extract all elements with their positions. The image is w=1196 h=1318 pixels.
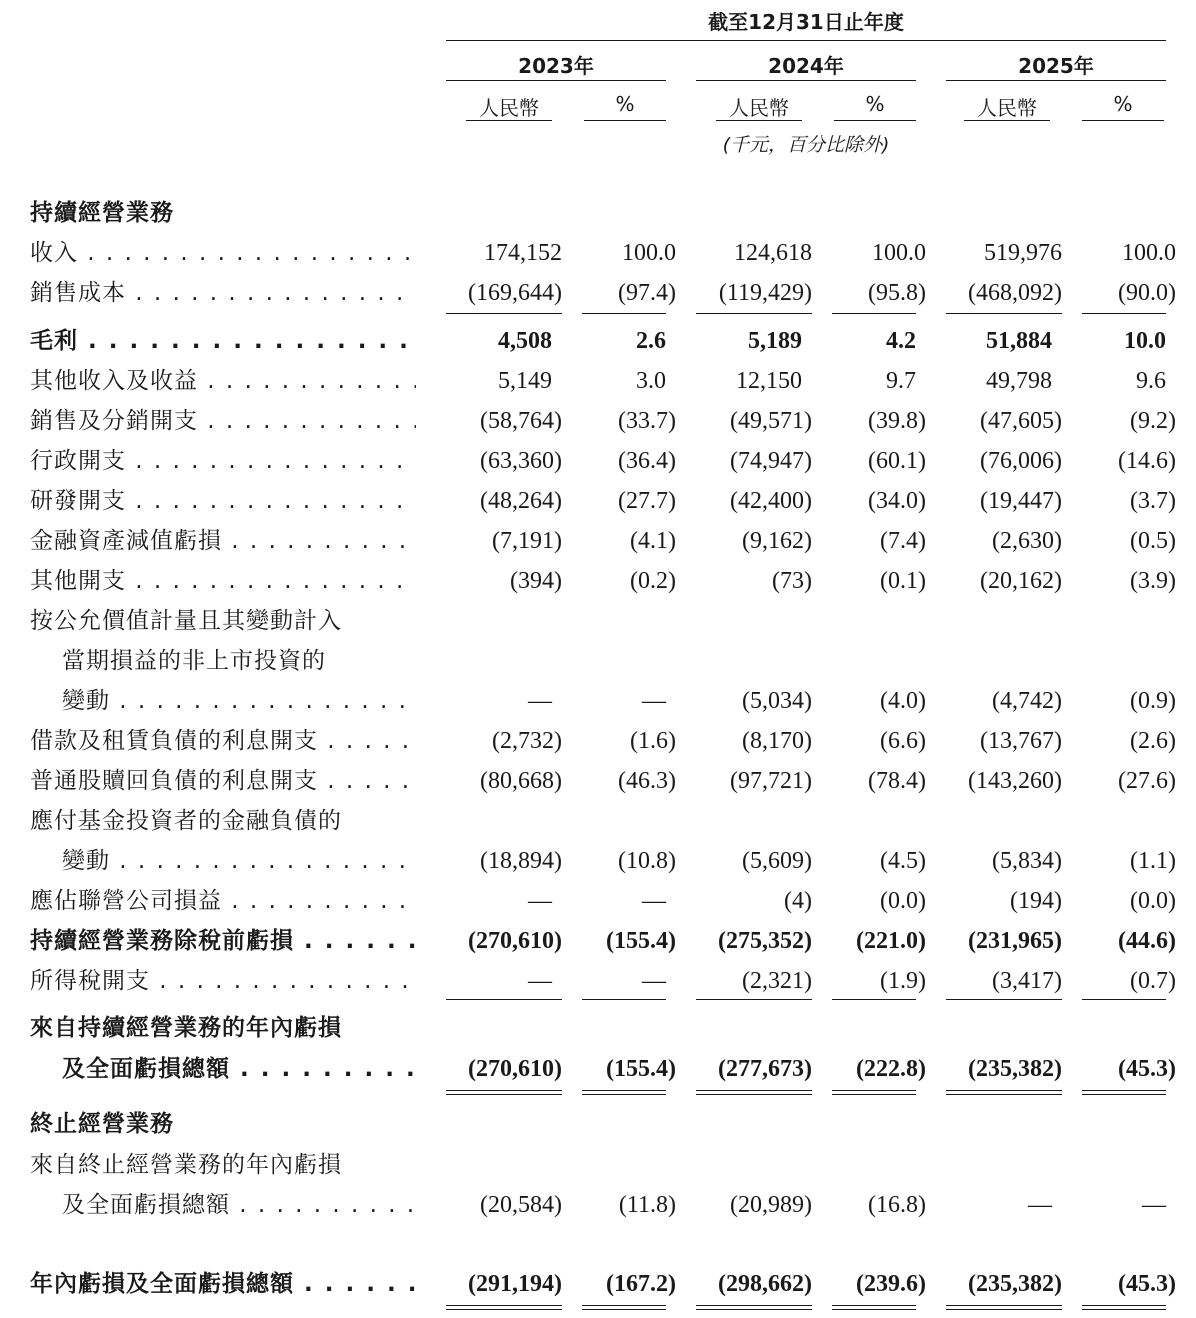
total-double-rule (1082, 1305, 1166, 1310)
value-2023-rmb: (394) (510, 568, 562, 594)
value-2024-pct: (39.8) (868, 408, 926, 434)
total-double-rule (446, 1305, 562, 1310)
subtotal-rule (946, 999, 1062, 1000)
table-row (0, 481, 1196, 521)
value-2023-pct: (155.4) (606, 1056, 676, 1082)
total-double-rule (1082, 1090, 1166, 1095)
period-header: 截至12月31日止年度 (708, 10, 904, 34)
value-2025-rmb: (143,260) (968, 768, 1062, 794)
value-2025-rmb: (47,605) (980, 408, 1062, 434)
value-2023-rmb: (63,360) (480, 448, 562, 474)
value-2025-rmb: (4,742) (992, 688, 1062, 714)
value-2023-pct: (155.4) (606, 928, 676, 954)
subtotal-rule (832, 313, 916, 314)
value-2025-rmb: (13,767) (980, 728, 1062, 754)
value-2025-pct: (45.3) (1118, 1271, 1176, 1297)
row-label: 及全面虧損總額 . . . (62, 1049, 416, 1089)
value-2023-pct: (36.4) (618, 448, 676, 474)
value-2023-rmb: (48,264) (480, 488, 562, 514)
value-2025-rmb: (235,382) (968, 1271, 1062, 1297)
table-row (0, 401, 1196, 441)
total-double-rule (832, 1090, 916, 1095)
value-2024-rmb: (8,170) (742, 728, 812, 754)
table-row-label-line (0, 641, 1196, 681)
value-2023-rmb: (20,584) (480, 1192, 562, 1218)
value-2024-rmb: (298,662) (718, 1271, 812, 1297)
value-2025-rmb: 49,798 (986, 368, 1052, 394)
year-rule (946, 80, 1166, 81)
value-2025-pct: (9.2) (1130, 408, 1176, 434)
value-2025-pct: (45.3) (1118, 1056, 1176, 1082)
header-rule (446, 40, 1166, 41)
value-2024-rmb: 5,189 (748, 328, 802, 354)
table-row-label-line (0, 801, 1196, 841)
table-row-label-line (0, 1008, 1196, 1048)
value-2023-rmb: (58,764) (480, 408, 562, 434)
value-2025-rmb: 519,976 (984, 240, 1062, 266)
row-label: 來自持續經營業務的年內虧損 (30, 1015, 342, 1041)
value-2024-rmb: (4) (784, 888, 812, 914)
value-2024-pct: (1.9) (880, 968, 926, 994)
value-2025-pct: (0.0) (1130, 888, 1176, 914)
value-2023-pct: (0.2) (630, 568, 676, 594)
value-2025-rmb: (76,006) (980, 448, 1062, 474)
percent-header: % (615, 92, 635, 116)
currency-header: 人民幣 (977, 96, 1037, 120)
year-rule (696, 80, 916, 81)
value-2024-pct: (239.6) (856, 1271, 926, 1297)
row-label: 其他收入及收益 . . . (30, 361, 416, 401)
value-2023-rmb: — (528, 888, 552, 914)
table-row (0, 681, 1196, 721)
row-label: 借款及租賃負債的利息開支 . . . (30, 721, 416, 761)
subtotal-rule (696, 999, 812, 1000)
percent-header: % (865, 92, 885, 116)
table-row (0, 841, 1196, 881)
value-2024-rmb: (42,400) (730, 488, 812, 514)
value-2025-rmb: (231,965) (968, 928, 1062, 954)
table-row (0, 721, 1196, 761)
table-row-total (0, 1264, 1196, 1304)
row-label: 當期損益的非上市投資的 (62, 648, 326, 674)
value-2023-pct: (11.8) (618, 1192, 676, 1218)
total-double-rule (946, 1090, 1062, 1095)
value-2023-rmb: (169,644) (468, 280, 562, 306)
value-2024-pct: (0.0) (880, 888, 926, 914)
row-label: 銷售及分銷開支 . . . (30, 401, 416, 441)
value-2025-pct: (2.6) (1130, 728, 1176, 754)
value-2024-rmb: (20,989) (730, 1192, 812, 1218)
currency-header: 人民幣 (479, 96, 539, 120)
value-2024-pct: (95.8) (868, 280, 926, 306)
value-2023-rmb: (18,894) (480, 848, 562, 874)
value-2023-rmb: 4,508 (498, 328, 552, 354)
value-2023-pct: (97.4) (618, 280, 676, 306)
value-2024-pct: (60.1) (868, 448, 926, 474)
value-2023-pct: — (642, 688, 666, 714)
sub-rule (1082, 120, 1164, 121)
value-2025-rmb: (5,834) (992, 848, 1062, 874)
row-label: 金融資產減值虧損 . . . (30, 521, 416, 561)
value-2024-rmb: (9,162) (742, 528, 812, 554)
value-2024-pct: (6.6) (880, 728, 926, 754)
value-2024-pct: (7.4) (880, 528, 926, 554)
subtotal-rule (446, 999, 562, 1000)
value-2024-pct: (222.8) (856, 1056, 926, 1082)
subtotal-rule (946, 313, 1062, 314)
value-2024-rmb: (2,321) (742, 968, 812, 994)
row-label: 銷售成本 . . . (30, 273, 416, 313)
value-2024-rmb: (275,352) (718, 928, 812, 954)
total-double-rule (446, 1090, 562, 1095)
value-2024-rmb: (97,721) (730, 768, 812, 794)
value-2025-pct: (3.7) (1130, 488, 1176, 514)
table-row-label-line (0, 601, 1196, 641)
value-2025-rmb: (468,092) (968, 280, 1062, 306)
value-2025-rmb: (2,630) (992, 528, 1062, 554)
sub-rule (834, 120, 916, 121)
value-2024-pct: 9.7 (886, 368, 916, 394)
value-2025-rmb: (3,417) (992, 968, 1062, 994)
value-2023-pct: (33.7) (618, 408, 676, 434)
value-2025-pct: (27.6) (1118, 768, 1176, 794)
value-2025-pct: — (1142, 1192, 1166, 1218)
table-row (0, 881, 1196, 921)
value-2024-pct: 4.2 (886, 328, 916, 354)
value-2023-pct: 100.0 (622, 240, 676, 266)
row-label: 行政開支 . . . (30, 441, 416, 481)
table-row (0, 961, 1196, 1001)
row-label: 毛利 . . . (30, 321, 416, 361)
value-2024-pct: 100.0 (872, 240, 926, 266)
value-2023-pct: (4.1) (630, 528, 676, 554)
value-2025-pct: (3.9) (1130, 568, 1176, 594)
value-2025-rmb: 51,884 (986, 328, 1052, 354)
value-2024-pct: (16.8) (868, 1192, 926, 1218)
row-label: 來自終止經營業務的年內虧損 (30, 1152, 342, 1178)
value-2025-pct: (0.9) (1130, 688, 1176, 714)
value-2024-pct: (78.4) (868, 768, 926, 794)
table-row (0, 1049, 1196, 1089)
value-2024-rmb: (74,947) (730, 448, 812, 474)
currency-header: 人民幣 (729, 96, 789, 120)
unit-note: (千元，百分比除外) (722, 134, 890, 156)
subtotal-rule (1082, 999, 1166, 1000)
value-2024-rmb: (5,609) (742, 848, 812, 874)
subtotal-rule (446, 313, 562, 314)
value-2023-pct: — (642, 888, 666, 914)
subtotal-rule (582, 313, 666, 314)
row-label: 變動 . . . (62, 681, 416, 721)
value-2024-rmb: (277,673) (718, 1056, 812, 1082)
row-label: 普通股贖回負債的利息開支 . . . (30, 761, 416, 801)
value-2023-rmb: (80,668) (480, 768, 562, 794)
total-double-rule (696, 1305, 812, 1310)
value-2023-rmb: (291,194) (468, 1271, 562, 1297)
value-2024-pct: (221.0) (856, 928, 926, 954)
total-double-rule (582, 1305, 666, 1310)
row-label: 收入 . . . (30, 233, 416, 273)
table-row (0, 761, 1196, 801)
sub-rule (964, 120, 1050, 121)
total-double-rule (582, 1090, 666, 1095)
table-row-label-line (0, 1145, 1196, 1185)
value-2025-pct: 10.0 (1124, 328, 1166, 354)
row-label: 其他開支 . . . (30, 561, 416, 601)
year-header-2023: 2023年 (518, 54, 594, 78)
value-2025-pct: (1.1) (1130, 848, 1176, 874)
row-label: 應佔聯營公司損益 . . . (30, 881, 416, 921)
total-double-rule (696, 1090, 812, 1095)
value-2025-pct: (0.7) (1130, 968, 1176, 994)
table-row (0, 441, 1196, 481)
year-header-2024: 2024年 (768, 54, 844, 78)
sub-rule (584, 120, 666, 121)
row-label: 研發開支 . . . (30, 481, 416, 521)
value-2023-rmb: — (528, 968, 552, 994)
value-2025-pct: 100.0 (1122, 240, 1176, 266)
subtotal-rule (832, 999, 916, 1000)
value-2025-rmb: (19,447) (980, 488, 1062, 514)
value-2025-rmb: (235,382) (968, 1056, 1062, 1082)
value-2023-pct: — (642, 968, 666, 994)
row-label: 年內虧損及全面虧損總額 . . . (30, 1264, 416, 1304)
value-2025-pct: 9.6 (1136, 368, 1166, 394)
value-2024-rmb: 124,618 (734, 240, 812, 266)
value-2024-pct: (0.1) (880, 568, 926, 594)
row-label: 及全面虧損總額 . . . (62, 1185, 416, 1225)
value-2025-rmb: — (1028, 1192, 1052, 1218)
value-2025-pct: (44.6) (1118, 928, 1176, 954)
value-2023-pct: (27.7) (618, 488, 676, 514)
table-row (0, 233, 1196, 273)
section-heading (0, 1104, 1196, 1144)
year-rule (446, 80, 666, 81)
value-2023-pct: (1.6) (630, 728, 676, 754)
value-2023-pct: (10.8) (618, 848, 676, 874)
table-row (0, 1185, 1196, 1225)
table-row (0, 321, 1196, 361)
sub-rule (466, 120, 552, 121)
subtotal-rule (696, 313, 812, 314)
value-2025-rmb: (194) (1010, 888, 1062, 914)
section-title: 終止經營業務 (30, 1111, 174, 1137)
section-heading (0, 193, 1196, 233)
subtotal-rule (582, 999, 666, 1000)
value-2023-pct: (46.3) (618, 768, 676, 794)
row-label: 持續經營業務除稅前虧損 . . . (30, 921, 416, 961)
total-double-rule (946, 1305, 1062, 1310)
section-title: 持續經營業務 (30, 200, 174, 226)
value-2024-pct: (4.5) (880, 848, 926, 874)
value-2023-rmb: 174,152 (484, 240, 562, 266)
value-2023-pct: 3.0 (636, 368, 666, 394)
value-2023-rmb: (7,191) (492, 528, 562, 554)
sub-rule (716, 120, 802, 121)
row-label: 按公允價值計量且其變動計入 (30, 608, 342, 634)
value-2023-rmb: (270,610) (468, 928, 562, 954)
value-2025-pct: (0.5) (1130, 528, 1176, 554)
value-2024-pct: (34.0) (868, 488, 926, 514)
value-2023-rmb: 5,149 (498, 368, 552, 394)
value-2024-rmb: (49,571) (730, 408, 812, 434)
year-header-2025: 2025年 (1018, 54, 1094, 78)
total-double-rule (832, 1305, 916, 1310)
value-2023-rmb: (270,610) (468, 1056, 562, 1082)
value-2024-rmb: 12,150 (736, 368, 802, 394)
value-2025-rmb: (20,162) (980, 568, 1062, 594)
value-2023-pct: 2.6 (636, 328, 666, 354)
value-2024-rmb: (119,429) (718, 280, 812, 306)
value-2024-pct: (4.0) (880, 688, 926, 714)
table-row (0, 521, 1196, 561)
table-row (0, 921, 1196, 961)
value-2025-pct: (14.6) (1118, 448, 1176, 474)
table-row (0, 273, 1196, 313)
value-2024-rmb: (73) (772, 568, 812, 594)
value-2023-rmb: (2,732) (492, 728, 562, 754)
percent-header: % (1113, 92, 1133, 116)
value-2024-rmb: (5,034) (742, 688, 812, 714)
row-label: 所得稅開支 . . . (30, 961, 416, 1001)
row-label: 應付基金投資者的金融負債的 (30, 808, 342, 834)
value-2023-pct: (167.2) (606, 1271, 676, 1297)
subtotal-rule (1082, 313, 1166, 314)
row-label: 變動 . . . (62, 841, 416, 881)
value-2023-rmb: — (528, 688, 552, 714)
value-2025-pct: (90.0) (1118, 280, 1176, 306)
table-row (0, 561, 1196, 601)
table-row (0, 361, 1196, 401)
